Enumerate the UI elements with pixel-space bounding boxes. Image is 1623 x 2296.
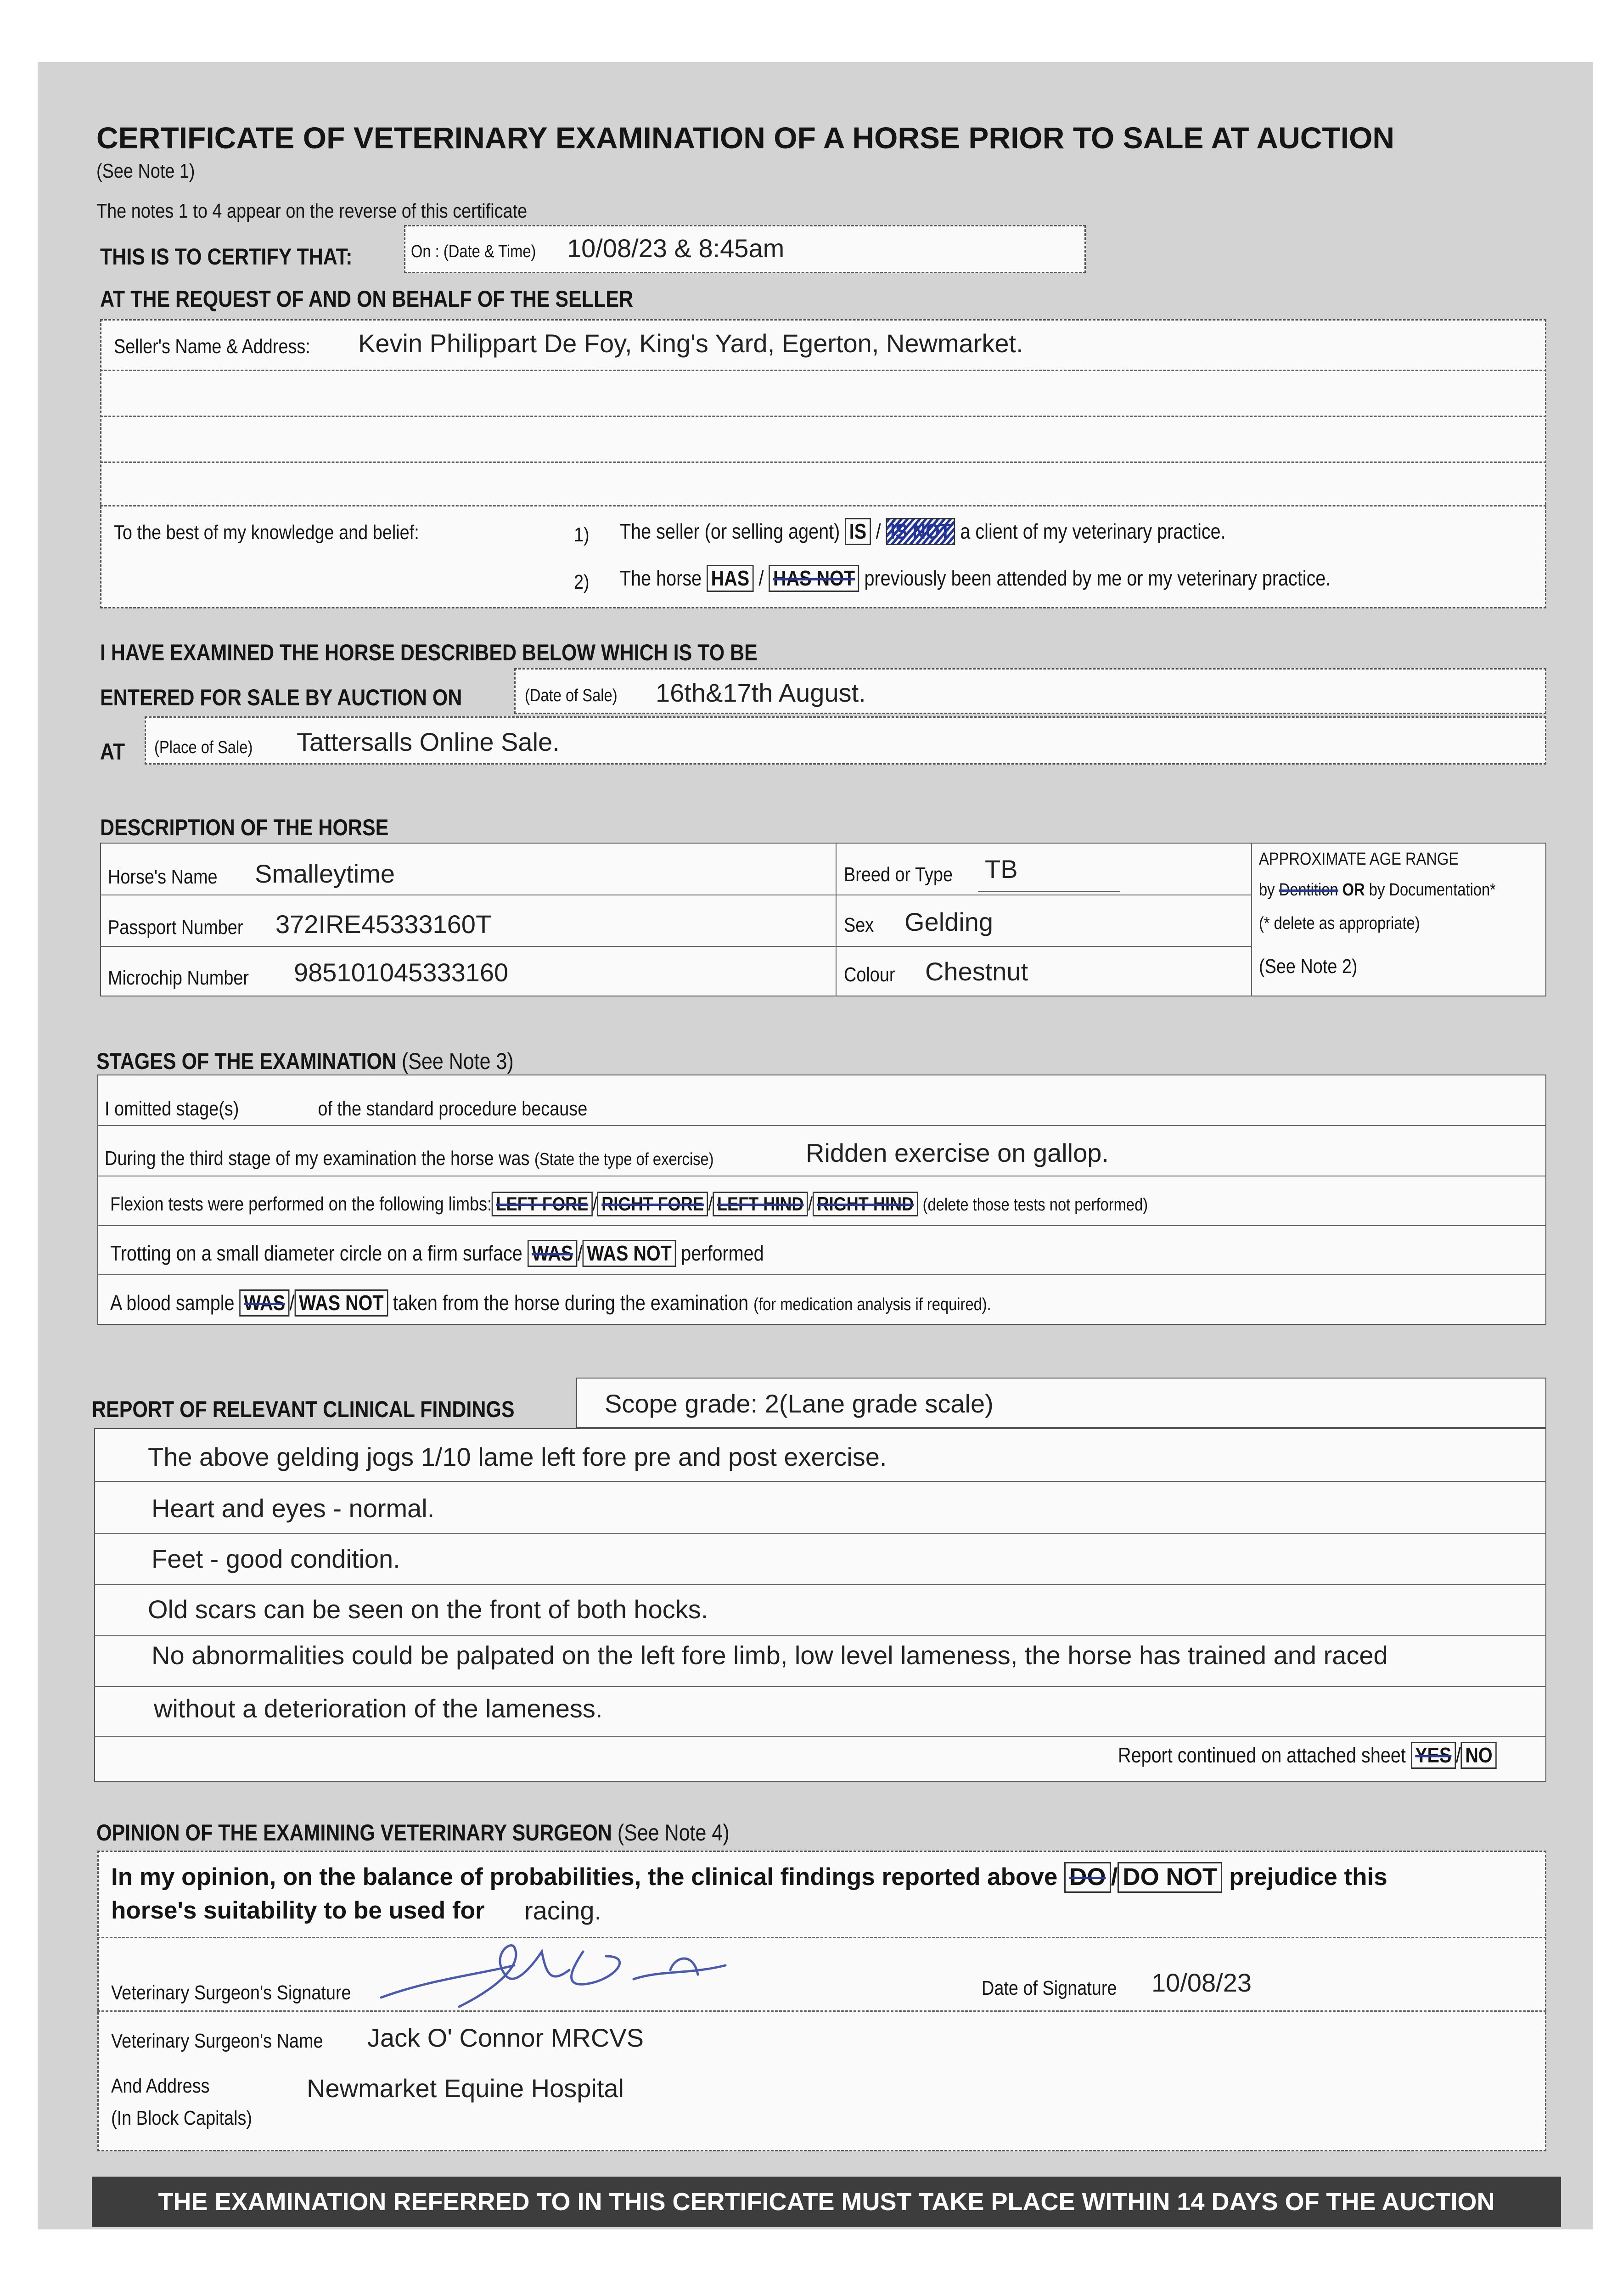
address-block-capitals-label: (In Block Capitals) (111, 2107, 253, 2129)
notes-text: The notes 1 to 4 appear on the reverse of this certificate (96, 200, 528, 222)
footer-text: THE EXAMINATION REFERRED TO IN THIS CERTIFICATE MUST TAKE PLACE WITHIN 14 DAYS OF THE AUCTION (158, 2188, 1495, 2216)
age-see-note: (See Note 2) (1259, 955, 1358, 978)
continued-no-option[interactable]: NO (1461, 1742, 1497, 1769)
date-of-signature-label: Date of Signature (982, 1977, 1117, 1999)
date-of-sale-value: 16th&17th August. (656, 678, 866, 707)
flexion-right-fore[interactable]: RIGHT FORE (597, 1192, 708, 1216)
stages-title: STAGES OF THE EXAMINATION (See Note 3) (96, 1048, 514, 1074)
see-note-1: (See Note 1) (96, 160, 195, 182)
knowledge-label: To the best of my knowledge and belief: (114, 521, 419, 544)
finding-line-5: No abnormalities could be palpated on the left fore limb, low level lameness, the horse has trained and raced (152, 1641, 1388, 1670)
opinion-statement: In my opinion, on the balance of probabilities, the clinical findings reported above DO / DO NOT prejudice this (111, 1862, 1387, 1893)
trot-was-option[interactable]: WAS (528, 1240, 578, 1267)
finding-line-6: without a deterioration of the lameness. (154, 1694, 603, 1723)
flexion-right-hind[interactable]: RIGHT HIND (813, 1192, 918, 1216)
has-not-option[interactable]: HAS NOT (769, 565, 859, 592)
footer-banner (92, 2177, 1561, 2227)
at-label: AT (100, 739, 125, 765)
trot-was-not-option[interactable]: WAS NOT (583, 1240, 676, 1267)
flexion-tests-row: Flexion tests were performed on the following limbs: LEFT FORE / RIGHT FORE / LEFT HIND / RIGHT HIND (delete those tests not performed) (110, 1192, 1148, 1216)
opinion-do-not-option[interactable]: DO NOT (1118, 1862, 1222, 1893)
is-not-option[interactable]: IS NOT (886, 518, 955, 545)
sex-value[interactable]: Gelding (904, 907, 994, 936)
finding-line-2: Heart and eyes - normal. (152, 1494, 435, 1523)
passport-value[interactable]: 372IRE45333160T (275, 910, 492, 939)
report-continued-row: Report continued on attached sheet YES / NO (1118, 1742, 1497, 1769)
finding-line-4: Old scars can be seen on the front of both hocks. (148, 1595, 708, 1624)
age-delete-note: (* delete as appropriate) (1259, 914, 1420, 933)
scope-grade-value: Scope grade: 2(Lane grade scale) (605, 1389, 994, 1418)
flexion-left-hind[interactable]: LEFT HIND (713, 1192, 808, 1216)
date-of-sale-field[interactable] (514, 668, 1546, 714)
date-time-field[interactable] (404, 225, 1086, 273)
sex-label: Sex (844, 914, 874, 936)
vet-name-label: Veterinary Surgeon's Name (111, 2030, 323, 2052)
age-range-options: by Dentition OR by Documentation* (1259, 880, 1496, 900)
breed-value[interactable]: TB (985, 855, 1018, 884)
microchip-label: Microchip Number (108, 967, 249, 989)
entered-label: ENTERED FOR SALE BY AUCTION ON (100, 685, 462, 710)
findings-title: REPORT OF RELEVANT CLINICAL FINDINGS (92, 1396, 515, 1422)
blood-was-not-option[interactable]: WAS NOT (295, 1289, 388, 1317)
finding-line-1: The above gelding jogs 1/10 lame left fore pre and post exercise. (148, 1442, 887, 1471)
signature-label: Veterinary Surgeon's Signature (111, 1981, 351, 2004)
horse-section-title: DESCRIPTION OF THE HORSE (100, 815, 389, 840)
date-time-value: 10/08/23 & 8:45am (567, 234, 785, 263)
address-label: And Address (111, 2075, 210, 2097)
examined-label: I HAVE EXAMINED THE HORSE DESCRIBED BELOW WHICH IS TO BE (100, 640, 758, 665)
date-of-signature-value[interactable]: 10/08/23 (1151, 1968, 1252, 1997)
third-stage-value[interactable]: Ridden exercise on gallop. (806, 1138, 1109, 1167)
has-option[interactable]: HAS (707, 565, 753, 592)
colour-label: Colour (844, 963, 895, 986)
dentition-option[interactable]: Dentition (1279, 880, 1338, 900)
horse-name-label: Horse's Name (108, 866, 218, 888)
opinion-title: OPINION OF THE EXAMINING VETERINARY SURGEON (See Note 4) (96, 1820, 730, 1846)
seller-client-statement: The seller (or selling agent) IS / IS NOT a client of my veterinary practice. (620, 518, 1226, 545)
blood-was-option[interactable]: WAS (240, 1289, 290, 1317)
documentation-option[interactable]: by Documentation* (1369, 880, 1496, 900)
age-range-title: APPROXIMATE AGE RANGE (1259, 850, 1459, 869)
microchip-value[interactable]: 985101045333160 (294, 958, 509, 987)
breed-label: Breed or Type (844, 863, 953, 886)
place-of-sale-label: (Place of Sale) (154, 738, 253, 757)
passport-label: Passport Number (108, 916, 243, 939)
signature-scribble[interactable] (376, 1938, 753, 2011)
third-stage-text: During the third stage of my examination the horse was (State the type of exercise) (105, 1147, 714, 1170)
finding-line-3: Feet - good condition. (152, 1544, 400, 1573)
omitted-stages-text: I omitted stage(s) of the standard procedure because (105, 1097, 588, 1120)
seller-name-value[interactable]: Kevin Philippart De Foy, King's Yard, Egerton, Newmarket. (358, 329, 1023, 358)
horse-name-value[interactable]: Smalleytime (255, 859, 395, 888)
is-option[interactable]: IS (845, 518, 870, 545)
place-of-sale-value: Tattersalls Online Sale. (297, 727, 560, 756)
trotting-row: Trotting on a small diameter circle on a firm surface WAS / WAS NOT performed (110, 1240, 764, 1267)
suitability-use-value[interactable]: racing. (524, 1896, 602, 1925)
place-of-sale-field[interactable] (145, 716, 1546, 765)
horse-attended-statement: The horse HAS / HAS NOT previously been attended by me or my veterinary practice. (620, 565, 1331, 592)
scope-grade-field[interactable] (576, 1378, 1546, 1428)
colour-value[interactable]: Chestnut (925, 957, 1028, 986)
date-time-label: On : (Date & Time) (411, 242, 536, 261)
seller-name-label: Seller's Name & Address: (114, 335, 310, 358)
address-value[interactable]: Newmarket Equine Hospital (307, 2074, 624, 2103)
blood-sample-row: A blood sample WAS / WAS NOT taken from the horse during the examination (for medication analysis if required). (110, 1289, 991, 1317)
request-label: AT THE REQUEST OF AND ON BEHALF OF THE SELLER (100, 286, 633, 312)
certify-label: THIS IS TO CERTIFY THAT: (100, 244, 353, 270)
continued-yes-option[interactable]: YES (1411, 1742, 1456, 1769)
vet-name-value[interactable]: Jack O' Connor MRCVS (367, 2023, 644, 2052)
suitability-label: horse's suitability to be used for (111, 1897, 485, 1924)
certificate-title: CERTIFICATE OF VETERINARY EXAMINATION OF A HORSE PRIOR TO SALE AT AUCTION (96, 121, 1395, 155)
flexion-left-fore[interactable]: LEFT FORE (492, 1192, 593, 1216)
opinion-do-option[interactable]: DO (1064, 1862, 1111, 1893)
date-of-sale-label: (Date of Sale) (525, 686, 618, 705)
item2-number: 2) (574, 571, 590, 593)
item1-number: 1) (574, 523, 590, 546)
